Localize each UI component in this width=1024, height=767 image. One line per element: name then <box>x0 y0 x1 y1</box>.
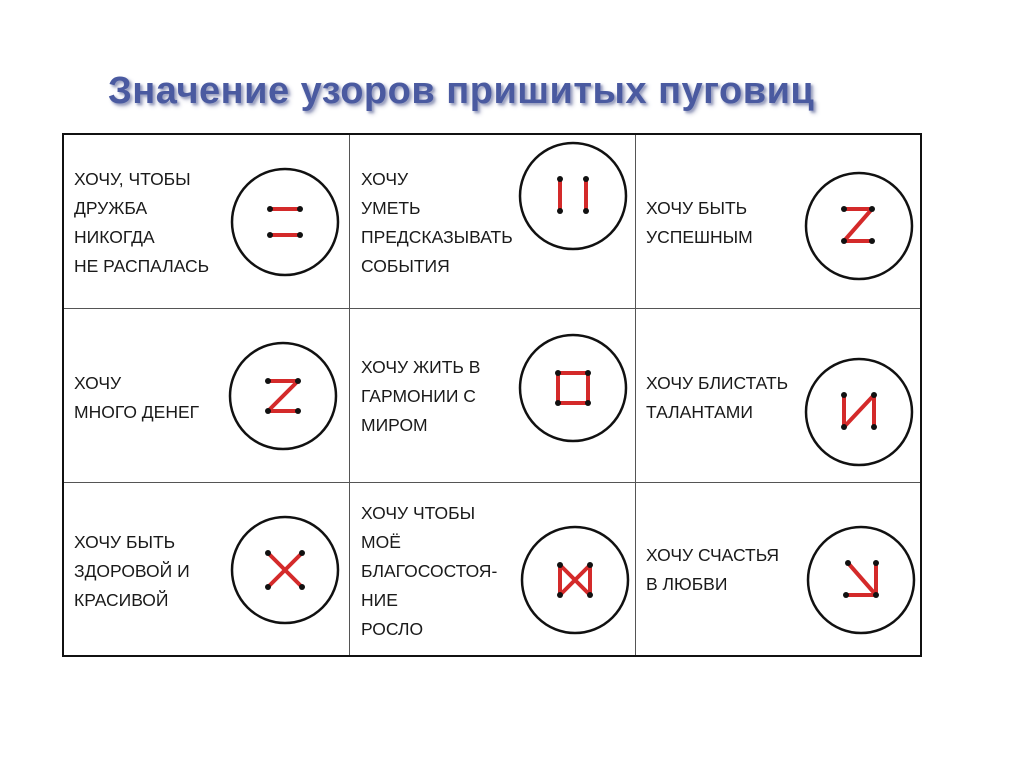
cell-text: ХОЧУ ЧТОБЫ МОЁ БЛАГОСОСТОЯ- НИЕ РОСЛО <box>361 503 498 639</box>
cell-text: ХОЧУ БЛИСТАТЬ ТАЛАНТАМИ <box>646 373 789 422</box>
table-cell-harmony <box>350 309 636 483</box>
table-cell-money <box>64 309 350 483</box>
cell-text: ХОЧУ СЧАСТЬЯ В ЛЮБВИ <box>646 545 780 594</box>
cell-text: ХОЧУ БЫТЬ ЗДОРОВОЙ И КРАСИВОЙ <box>74 532 190 610</box>
i-letter-stitch-icon <box>804 357 914 467</box>
square-stitch-icon <box>518 333 628 443</box>
two-horizontal-lines-icon <box>230 167 340 277</box>
cell-text: ХОЧУ БЫТЬ УСПЕШНЫМ <box>646 198 753 247</box>
table-cell-health <box>64 483 350 655</box>
cell-text: ХОЧУ, ЧТОБЫ ДРУЖБА НИКОГДА НЕ РАСПАЛАСЬ <box>74 169 210 276</box>
table-cell-success <box>636 135 920 309</box>
cross-stitch-icon <box>230 515 340 625</box>
table-cell-foresight <box>350 135 636 309</box>
page-title: Значение узоров пришитых пуговиц <box>108 70 815 112</box>
z-stitch-icon <box>804 171 914 281</box>
two-vertical-lines-icon <box>518 141 628 251</box>
reverse-z-stitch-icon <box>228 341 338 451</box>
arrow-stitch-icon <box>806 525 916 635</box>
cell-text: ХОЧУ УМЕТЬ ПРЕДСКАЗЫВАТЬ СОБЫТИЯ <box>361 169 513 276</box>
button-patterns-table <box>62 133 922 657</box>
bowtie-stitch-icon <box>520 525 630 635</box>
table-cell-friendship <box>64 135 350 309</box>
table-cell-talents <box>636 309 920 483</box>
table-cell-love <box>636 483 920 655</box>
cell-text: ХОЧУ ЖИТЬ В ГАРМОНИИ С МИРОМ <box>361 357 481 435</box>
table-cell-wealth <box>350 483 636 655</box>
cell-text: ХОЧУ МНОГО ДЕНЕГ <box>74 373 200 422</box>
